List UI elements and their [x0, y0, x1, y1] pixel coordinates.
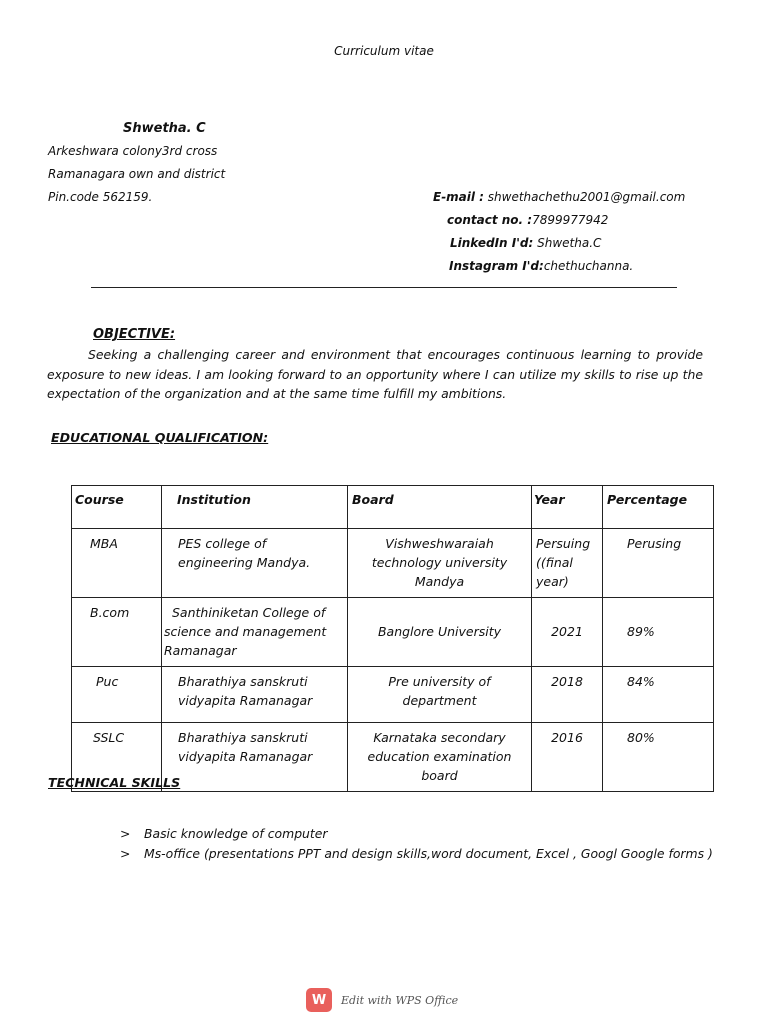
address-line-2: Ramanagara own and district — [48, 167, 226, 181]
header-divider — [91, 287, 677, 288]
cell-course: B.com — [72, 598, 162, 667]
table-row — [72, 598, 714, 667]
linkedin-label: LinkedIn I'd: — [450, 236, 534, 250]
cell-course: SSLC — [72, 723, 162, 792]
contact-label: contact no. : — [447, 213, 533, 227]
email-label: E-mail : — [433, 190, 484, 204]
cell-board: Vishweshwaraiah technology university Mandya — [348, 529, 532, 598]
header-percentage: Percentage — [603, 486, 714, 529]
header-institution: Institution — [162, 486, 348, 529]
cell-percentage: Perusing — [603, 529, 714, 598]
table-header-row — [72, 486, 714, 529]
email-value: shwethachethu2001@gmail.com — [483, 190, 686, 204]
address-line-1: Arkeshwara colony3rd cross — [48, 144, 218, 158]
header-course: Course — [72, 486, 162, 529]
bullet-arrow: > — [120, 846, 131, 861]
education-table — [71, 485, 714, 792]
objective-text: Seeking a challenging career and environment that encourages continuous learning to provide exposure to new ideas. I am looking forward to an opportunity where I can utilize my skills to rise up the expectation of the organization and at the same time fulfill my ambitions. — [47, 347, 703, 401]
education-heading: EDUCATIONAL QUALIFICATION: — [51, 430, 269, 445]
cell-percentage: 80% — [603, 723, 714, 792]
objective-heading: OBJECTIVE: — [93, 327, 176, 342]
instagram-label: Instagram I'd: — [449, 259, 544, 273]
candidate-name: Shwetha. C — [123, 121, 206, 136]
technical-skills-heading: TECHNICAL SKILLS — [48, 775, 181, 790]
skill-text: Ms-office (presentations PPT and design skills,word document, Excel , Googl Google forms ) — [144, 846, 713, 861]
cell-institution: Santhiniketan College of science and management Ramanagar — [162, 598, 348, 667]
wps-logo-icon: W — [306, 988, 332, 1012]
linkedin-value: Shwetha.C — [533, 236, 602, 250]
header-board: Board — [348, 486, 532, 529]
contact-value: 7899977942 — [532, 213, 609, 227]
header-year: Year — [532, 486, 603, 529]
instagram-line — [449, 259, 633, 273]
list-item — [120, 826, 327, 841]
cell-board: Pre university of department — [348, 667, 532, 723]
cell-course: Puc — [72, 667, 162, 723]
email-line — [433, 190, 685, 204]
table-row — [72, 667, 714, 723]
wps-edit-badge[interactable] — [306, 988, 458, 1012]
cell-percentage: 89% — [603, 598, 714, 667]
address-line-3: Pin.code 562159. — [48, 190, 153, 204]
cell-year: 2018 — [532, 667, 603, 723]
cell-year: 2021 — [532, 598, 603, 667]
wps-edit-text: Edit with WPS Office — [341, 993, 459, 1007]
cell-board: Banglore University — [348, 598, 532, 667]
list-item — [120, 846, 713, 861]
cell-institution: Bharathiya sanskruti vidyapita Ramanagar — [162, 723, 348, 792]
bullet-arrow: > — [120, 826, 131, 841]
contact-line — [447, 213, 608, 227]
skill-text: Basic knowledge of computer — [144, 826, 328, 841]
cell-course: MBA — [72, 529, 162, 598]
cell-year: 2016 — [532, 723, 603, 792]
cell-institution: Bharathiya sanskruti vidyapita Ramanagar — [162, 667, 348, 723]
document-title: Curriculum vitae — [334, 44, 434, 58]
linkedin-line — [450, 236, 601, 250]
cell-year: Persuing ((final year) — [532, 529, 603, 598]
cell-institution: PES college of engineering Mandya. — [162, 529, 348, 598]
cell-board: Karnataka secondary education examination board — [348, 723, 532, 792]
table-row — [72, 529, 714, 598]
instagram-value: chethuchanna. — [543, 259, 634, 273]
cell-percentage: 84% — [603, 667, 714, 723]
